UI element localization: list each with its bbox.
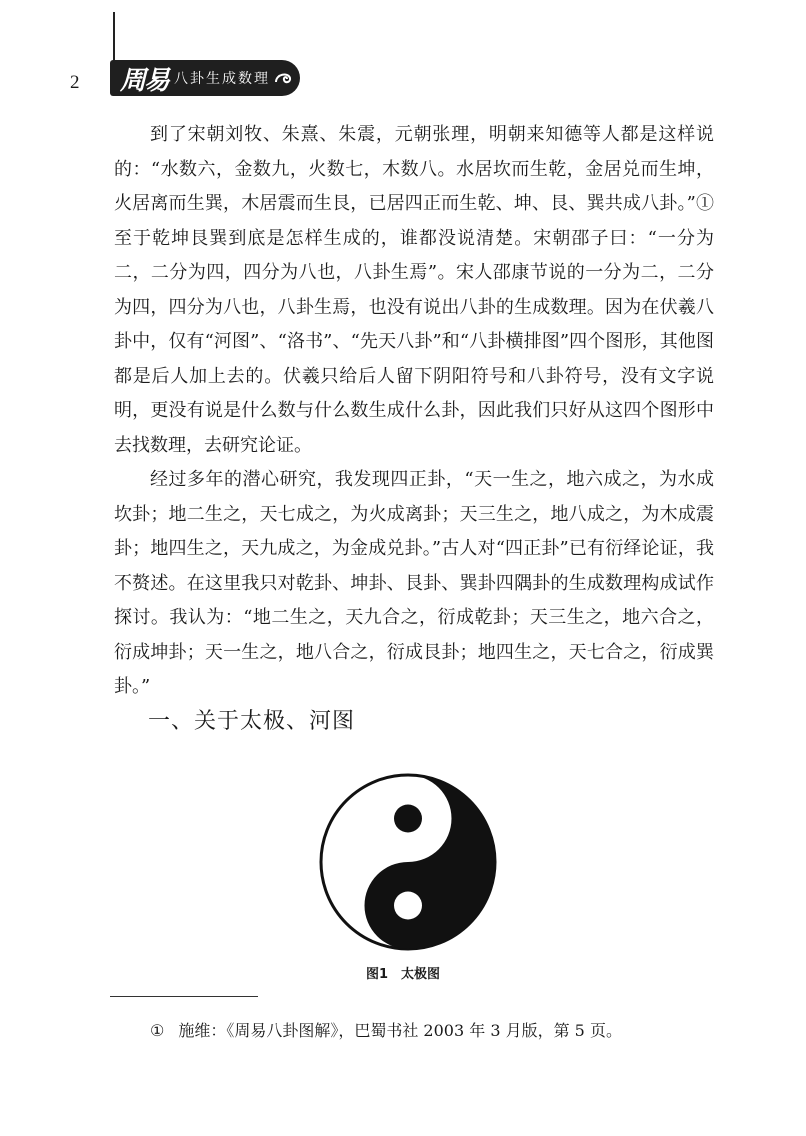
footnote-rule bbox=[110, 996, 258, 997]
figure-caption: 图1 太极图 bbox=[365, 967, 441, 982]
yin-yang-taiji-icon bbox=[318, 772, 498, 952]
section-heading: 一、关于太极、河图 bbox=[148, 709, 356, 734]
footnote bbox=[150, 1018, 622, 1041]
book-logo: 周易 bbox=[120, 65, 169, 96]
body-text bbox=[114, 118, 714, 705]
page-number: 2 bbox=[70, 72, 80, 93]
cloud-swirl-icon bbox=[272, 66, 296, 90]
footnote-text: 施维：《周易八卦图解》，巴蜀书社 2003 年 3 月版，第 5 页。 bbox=[178, 1021, 622, 1040]
footnote-mark: ① bbox=[150, 1021, 165, 1040]
book-subtitle: 八卦生成数理 bbox=[174, 71, 271, 87]
paragraph: 经过多年的潜心研究，我发现四正卦，“天一生之，地六成之，为水成坎卦；地二生之，天七成之，为火成离卦；天三生之，地八成之，为木成震卦；地四生之，天九成之，为金成兑卦。”古人对“四正卦”已有衍绎论证，我不赘述。在这里我只对乾卦、坤卦、艮卦、巽卦四隅卦的生成数理构成试作探讨。我认为：“地二生之，天九合之，衍成乾卦；天三生之，地六合之，衍成坤卦；天一生之，地八合之，衍成艮卦；地四生之，天七合之，衍成巽卦。” bbox=[114, 469, 714, 697]
header-banner bbox=[110, 60, 300, 96]
paragraph: 到了宋朝刘牧、朱熹、朱震，元朝张理，明朝来知德等人都是这样说的：“水数六，金数九，火数七，木数八。水居坎而生乾，金居兑而生坤，火居离而生巽，木居震而生艮，已居四正而生乾、坤、艮、巽共成八卦。”① 至于乾坤艮巽到底是怎样生成的，谁都没说清楚。宋朝邵子曰：“一分为二，二分为四，四分为八也，八卦生焉”。宋人邵康节说的一分为二，二分为四，四分为八也，八卦生焉，也没有说出八卦的生成数理。因为在伏羲八卦中，仅有“河图”、“洛书”、“先天八卦”和“八卦横排图”四个图形，其他图都是后人加上去的。伏羲只给后人留下阴阳符号和八卦符号，没有文字说明，更没有说是什么数与什么数生成什么卦，因此我们只好从这四个图形中去找数理，去研究论证。 bbox=[114, 124, 714, 456]
